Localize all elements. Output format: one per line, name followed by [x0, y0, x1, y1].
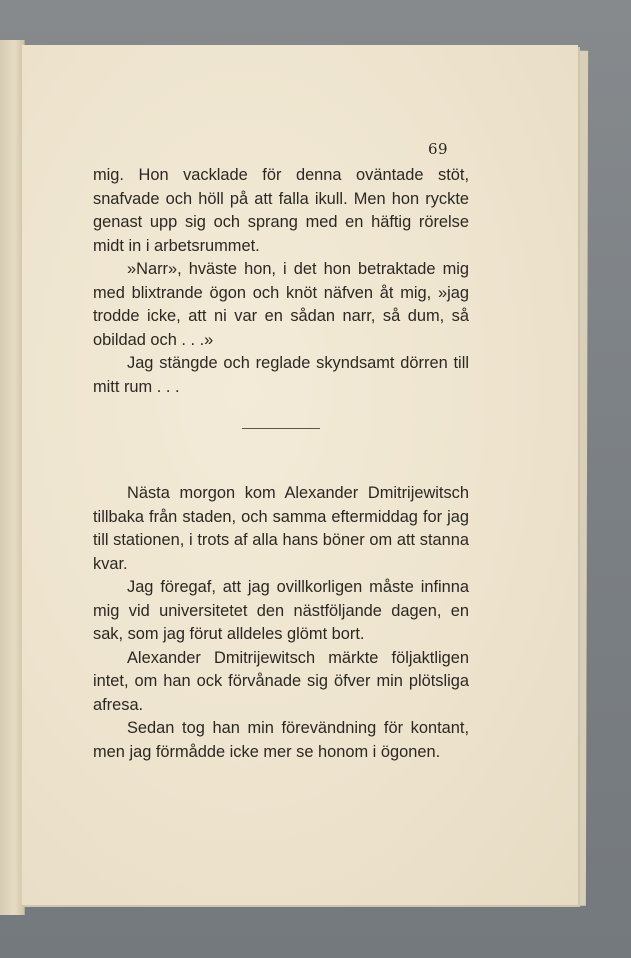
paragraph: Sedan tog han min förevändning för kontant, men jag förmådde icke mer se honom i ögonen.: [93, 719, 469, 761]
section-one: [93, 164, 469, 399]
paragraph: Jag föregaf, att jag ovillkorligen måste infinna mig vid universitetet den nästföljande dagen, en sak, som jag förut alldeles glömt bort.: [93, 578, 469, 643]
paragraph: Nästa morgon kom Alexander Dmitrijewitsch tillbaka från staden, och samma eftermiddag for jag till stationen, i trots af alla hans böner om att stanna kvar.: [93, 484, 469, 573]
page-number: 69: [428, 140, 449, 158]
section-divider: [242, 428, 320, 429]
section-two: [93, 482, 469, 764]
paragraph: Jag stängde och reglade skyndsamt dörren till mitt rum . . .: [93, 354, 469, 396]
paragraph: »Narr», hväste hon, i det hon betraktade mig med blixtrande ögon och knöt näfven åt mig, »jag trodde icke, att ni var en sådan narr, så dum, så obildad och . . .»: [93, 260, 469, 349]
paragraph: mig. Hon vacklade för denna oväntade stöt, snafvade och höll på att falla ikull. Men hon ryckte genast upp sig och sprang med en häftig rörelse midt in i arbetsrummet.: [93, 166, 469, 255]
paragraph: Alexander Dmitrijewitsch märkte följaktligen intet, om han ock förvånade sig öfver min plötsliga afresa.: [93, 648, 469, 714]
